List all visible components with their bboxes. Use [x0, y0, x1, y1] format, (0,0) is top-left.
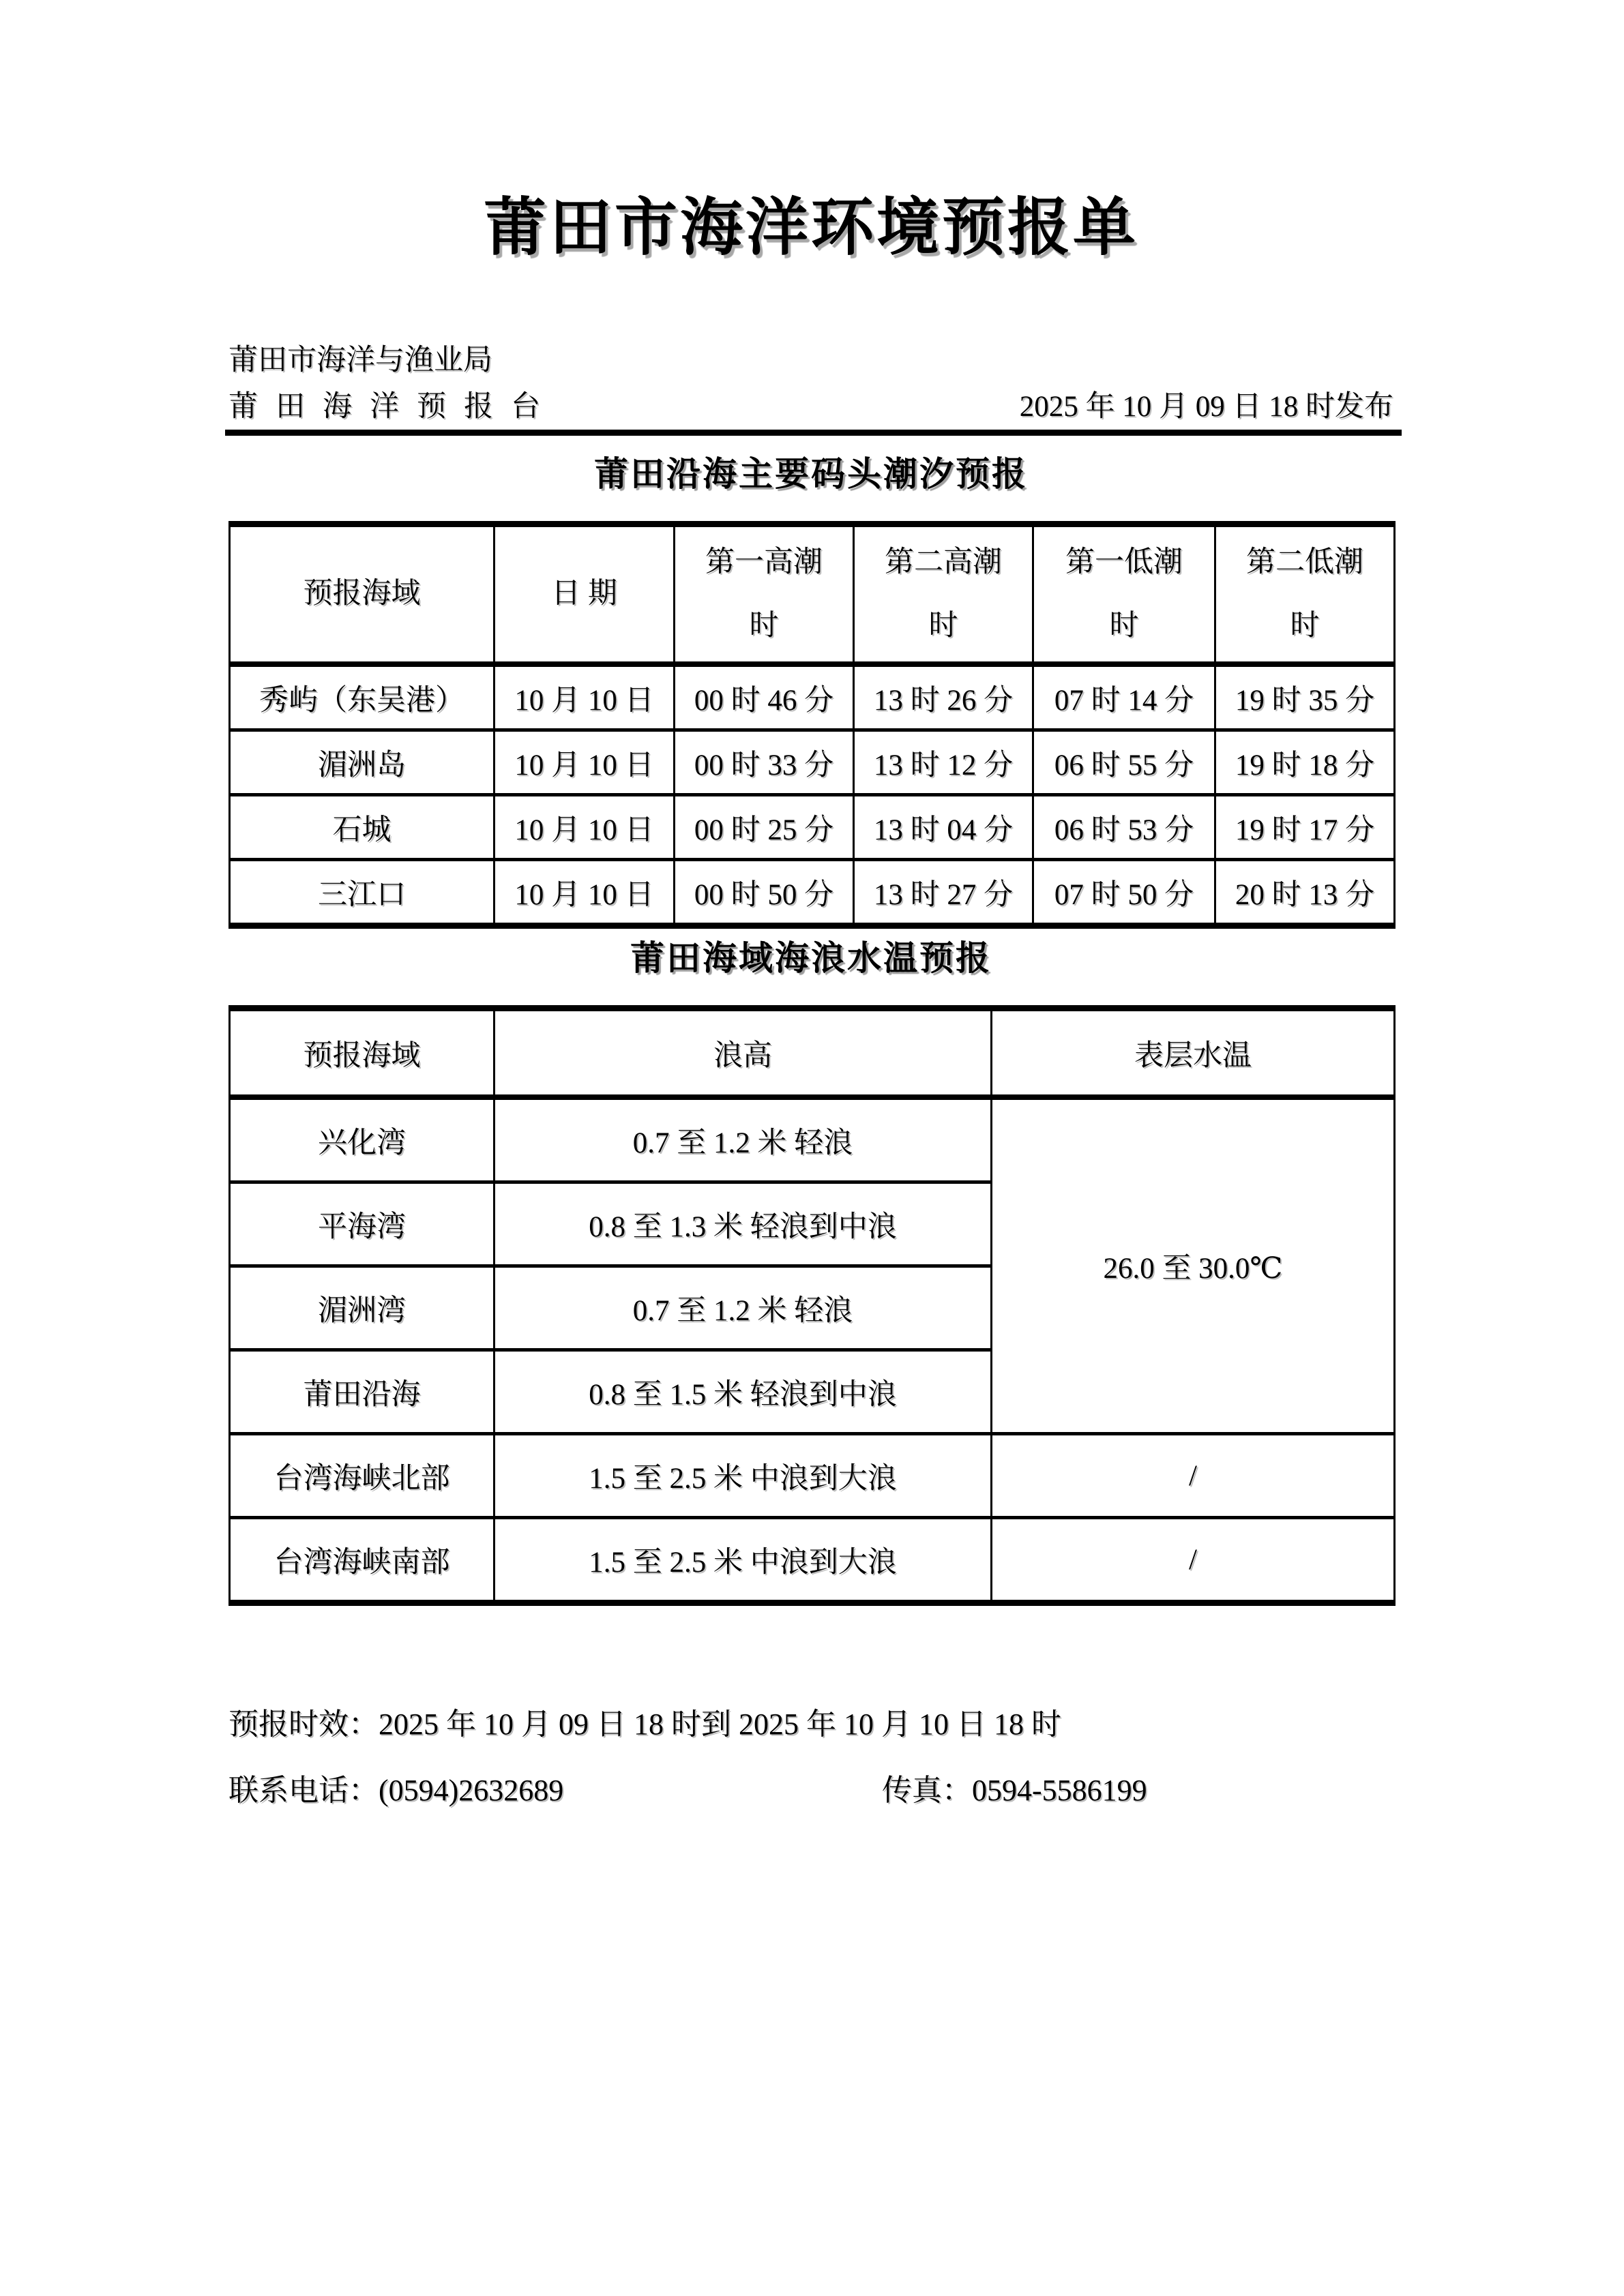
area-cell: 湄洲湾 — [230, 1266, 494, 1350]
surface-temp-merged-cell: 26.0 至 30.0℃ — [992, 1097, 1395, 1434]
table-row — [230, 860, 1395, 926]
agency-name: 莆田市海洋与渔业局 — [228, 344, 492, 376]
col-header-surface-temp: 表层水温 — [992, 1009, 1395, 1098]
second-low-tide-cell: 19 时 17 分 — [1215, 795, 1395, 860]
wave-height-cell: 0.7 至 1.2 米 轻浪 — [494, 1266, 992, 1350]
second-low-tide-cell: 20 时 13 分 — [1215, 860, 1395, 926]
page-title: 莆田市海洋环境预报单 — [483, 193, 1138, 263]
area-cell: 三江口 — [230, 860, 494, 926]
col-header-area: 预报海域 — [230, 1009, 494, 1098]
date-cell: 10 月 10 日 — [494, 860, 675, 926]
contact-fax: 传真：0594-5586199 — [882, 1774, 1147, 1807]
second-high-tide-cell: 13 时 26 分 — [854, 664, 1033, 730]
wave-height-cell: 0.7 至 1.2 米 轻浪 — [494, 1097, 992, 1182]
wave-table-header-row — [230, 1009, 1395, 1098]
wave-height-cell: 0.8 至 1.3 米 轻浪到中浪 — [494, 1182, 992, 1266]
table-row — [230, 730, 1395, 795]
first-low-tide-cell: 07 时 50 分 — [1033, 860, 1215, 926]
wave-height-cell: 1.5 至 2.5 米 中浪到大浪 — [494, 1434, 992, 1518]
contact-row — [228, 1773, 1393, 1814]
table-row — [230, 1097, 1395, 1182]
col-header-first-high-tide: 第一高潮 时 — [675, 524, 854, 665]
header-divider — [225, 430, 1402, 436]
first-low-tide-cell: 06 时 53 分 — [1033, 795, 1215, 860]
area-cell: 莆田沿海 — [230, 1350, 494, 1434]
col-header-second-low-tide: 第二低潮 时 — [1215, 524, 1395, 665]
col-header-wave-height: 浪高 — [494, 1009, 992, 1098]
table-row — [230, 795, 1395, 860]
first-low-tide-cell: 06 时 55 分 — [1033, 730, 1215, 795]
date-cell: 10 月 10 日 — [494, 730, 675, 795]
first-high-tide-cell: 00 时 33 分 — [675, 730, 854, 795]
wave-sst-forecast-table — [228, 1005, 1396, 1606]
area-cell: 台湾海峡北部 — [230, 1434, 494, 1518]
area-cell: 台湾海峡南部 — [230, 1518, 494, 1603]
wave-section-title: 莆田海域海浪水温预报 — [630, 939, 992, 977]
second-low-tide-cell: 19 时 35 分 — [1215, 664, 1395, 730]
tide-section-title: 莆田沿海主要码头潮汐预报 — [594, 455, 1028, 493]
second-high-tide-cell: 13 时 27 分 — [854, 860, 1033, 926]
wave-height-cell: 1.5 至 2.5 米 中浪到大浪 — [494, 1518, 992, 1603]
forecast-station-name: 莆田海洋预报台 — [228, 391, 558, 423]
table-row — [230, 664, 1395, 730]
table-row — [230, 1434, 1395, 1518]
agency-issue-row — [228, 389, 1393, 428]
surface-temp-cell: / — [992, 1434, 1395, 1518]
tide-table-header-row — [230, 524, 1395, 665]
second-low-tide-cell: 19 时 18 分 — [1215, 730, 1395, 795]
tide-forecast-table — [228, 521, 1396, 929]
area-cell: 平海湾 — [230, 1182, 494, 1266]
first-high-tide-cell: 00 时 46 分 — [675, 664, 854, 730]
col-header-date: 日 期 — [494, 524, 675, 665]
date-cell: 10 月 10 日 — [494, 795, 675, 860]
first-high-tide-cell: 00 时 50 分 — [675, 860, 854, 926]
col-header-first-low-tide: 第一低潮 时 — [1033, 524, 1215, 665]
second-high-tide-cell: 13 时 12 分 — [854, 730, 1033, 795]
area-cell: 秀屿（东吴港） — [230, 664, 494, 730]
forecast-validity-text: 预报时效：2025 年 10 月 09 日 18 时到 2025 年 10 月 10 日 18 时 — [228, 1708, 1061, 1741]
second-high-tide-cell: 13 时 04 分 — [854, 795, 1033, 860]
contact-phone: 联系电话：(0594)2632689 — [228, 1774, 564, 1807]
first-high-tide-cell: 00 时 25 分 — [675, 795, 854, 860]
first-low-tide-cell: 07 时 14 分 — [1033, 664, 1215, 730]
issue-datetime: 2025 年 10 月 09 日 18 时发布 — [1019, 391, 1393, 423]
surface-temp-cell: / — [992, 1518, 1395, 1603]
col-header-second-high-tide: 第二高潮 时 — [854, 524, 1033, 665]
area-cell: 湄洲岛 — [230, 730, 494, 795]
wave-height-cell: 0.8 至 1.5 米 轻浪到中浪 — [494, 1350, 992, 1434]
date-cell: 10 月 10 日 — [494, 664, 675, 730]
col-header-area: 预报海域 — [230, 524, 494, 665]
area-cell: 兴化湾 — [230, 1097, 494, 1182]
table-row — [230, 1518, 1395, 1603]
area-cell: 石城 — [230, 795, 494, 860]
